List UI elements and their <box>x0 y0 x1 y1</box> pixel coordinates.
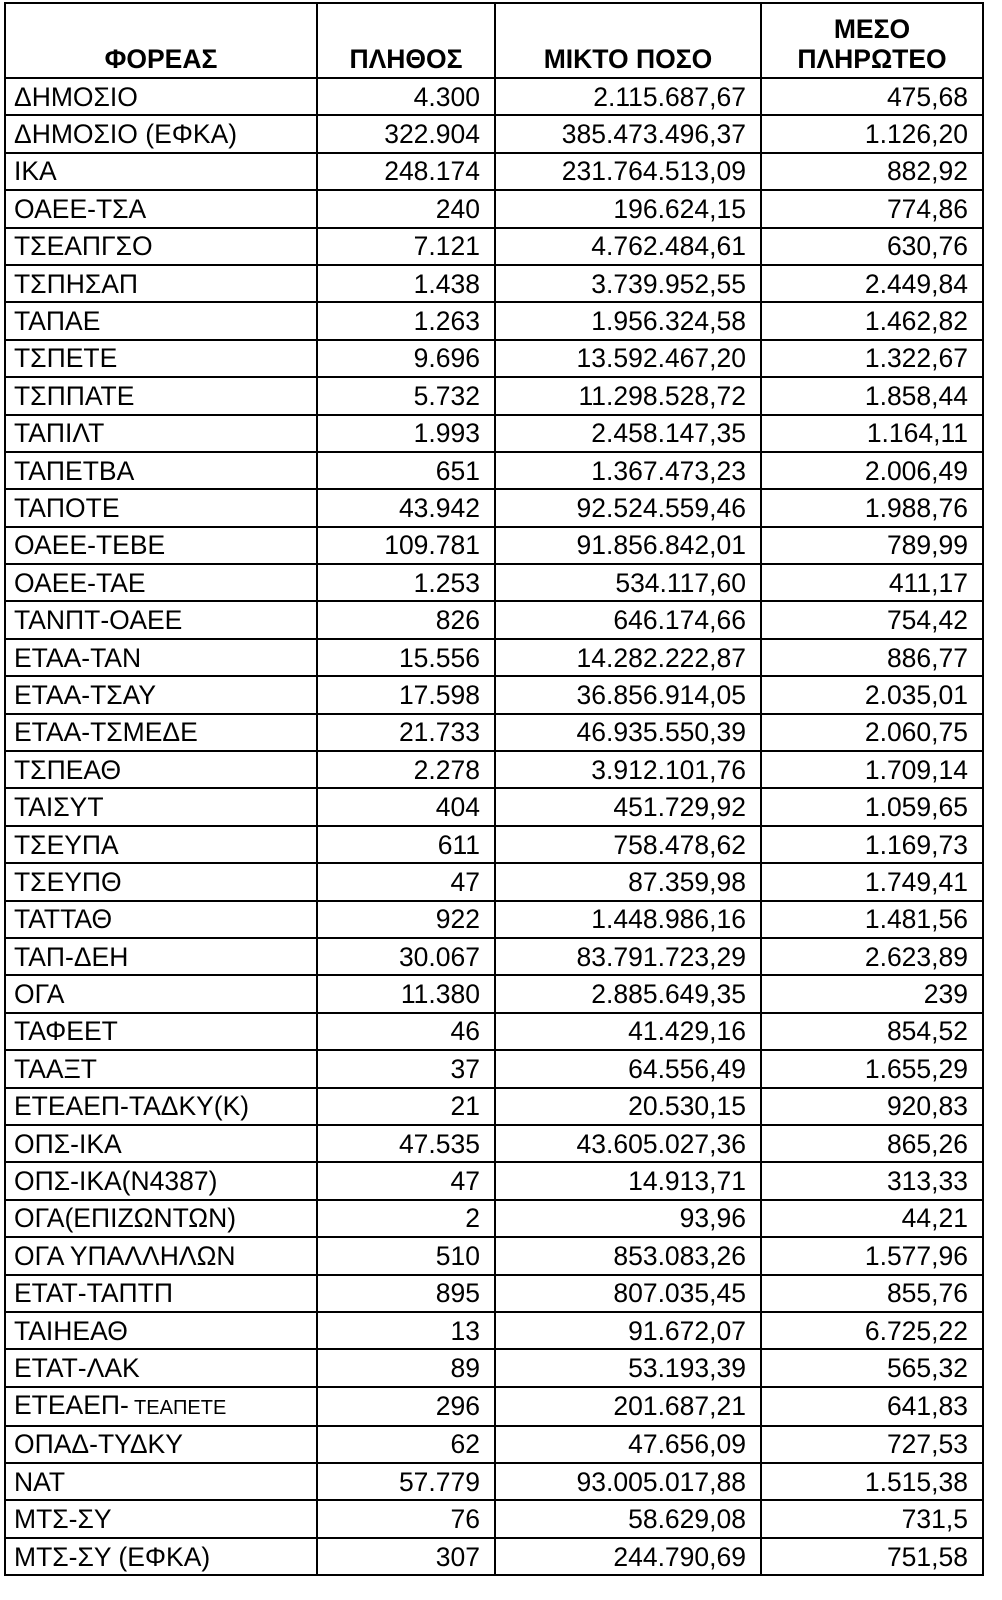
cell-meso-pliroteo: 313,33 <box>761 1162 983 1199</box>
cell-plithos: 17.598 <box>317 676 495 713</box>
cell-meso-pliroteo: 2.449,84 <box>761 265 983 302</box>
table-row <box>5 489 983 526</box>
cell-plithos: 322.904 <box>317 115 495 152</box>
cell-plithos: 9.696 <box>317 340 495 377</box>
cell-foreas-text: ΜΤΣ-ΣΥ (ΕΦΚΑ) <box>14 1541 211 1572</box>
cell-mikto-poso: 47.656,09 <box>495 1426 761 1463</box>
cell-foreas <box>5 639 317 676</box>
cell-plithos: 47 <box>317 1162 495 1199</box>
cell-foreas <box>5 1463 317 1500</box>
cell-foreas-text: ΔΗΜΟΣΙΟ <box>14 81 138 112</box>
cell-foreas <box>5 938 317 975</box>
cell-meso-pliroteo: 1.515,38 <box>761 1463 983 1500</box>
cell-mikto-poso: 807.035,45 <box>495 1275 761 1312</box>
table-row <box>5 1050 983 1087</box>
cell-foreas <box>5 190 317 227</box>
cell-mikto-poso: 13.592.467,20 <box>495 340 761 377</box>
cell-foreas-text: ΤΣΠΕΑΘ <box>14 754 122 785</box>
cell-foreas-text: ΕΤΕΑΕΠ- <box>14 1389 129 1420</box>
cell-plithos: 922 <box>317 901 495 938</box>
cell-meso-pliroteo: 855,76 <box>761 1275 983 1312</box>
cell-meso-pliroteo: 731,5 <box>761 1500 983 1537</box>
table-row <box>5 78 983 115</box>
table-row <box>5 527 983 564</box>
table-row <box>5 975 983 1012</box>
table-row <box>5 714 983 751</box>
table-row <box>5 228 983 265</box>
cell-plithos: 1.263 <box>317 302 495 339</box>
cell-meso-pliroteo: 1.577,96 <box>761 1237 983 1274</box>
cell-foreas <box>5 1349 317 1386</box>
cell-foreas-text: ΤΑΠΟΤΕ <box>14 492 120 523</box>
table-row <box>5 1500 983 1537</box>
table-row <box>5 676 983 713</box>
cell-plithos: 1.993 <box>317 415 495 452</box>
cell-foreas-text: ΟΑΕΕ-ΤΕΒΕ <box>14 530 166 561</box>
cell-plithos: 109.781 <box>317 527 495 564</box>
cell-mikto-poso: 2.115.687,67 <box>495 78 761 115</box>
cell-foreas-text: ΕΤΑΑ-ΤΣΑΥ <box>14 679 157 710</box>
cell-plithos: 248.174 <box>317 153 495 190</box>
cell-foreas-text: ΟΓΑ <box>14 979 65 1010</box>
cell-meso-pliroteo: 754,42 <box>761 601 983 638</box>
cell-plithos: 21.733 <box>317 714 495 751</box>
cell-mikto-poso: 646.174,66 <box>495 601 761 638</box>
cell-meso-pliroteo: 1.709,14 <box>761 751 983 788</box>
cell-foreas-text: ΤΣΕΑΠΓΣΟ <box>14 231 153 262</box>
cell-plithos: 307 <box>317 1538 495 1575</box>
cell-foreas <box>5 115 317 152</box>
cell-plithos: 46 <box>317 1013 495 1050</box>
cell-foreas-text: ΕΤΑΑ-ΤΑΝ <box>14 642 142 673</box>
cell-foreas-text: ΤΑΦΕΕΤ <box>14 1016 118 1047</box>
cell-foreas-text: ΟΠΣ-ΙΚΑ(Ν4387) <box>14 1166 218 1197</box>
cell-mikto-poso: 91.672,07 <box>495 1312 761 1349</box>
cell-plithos: 13 <box>317 1312 495 1349</box>
cell-foreas-text: ΟΠΑΔ-ΤΥΔΚΥ <box>14 1429 183 1460</box>
cell-plithos: 895 <box>317 1275 495 1312</box>
cell-plithos: 5.732 <box>317 377 495 414</box>
cell-foreas <box>5 863 317 900</box>
cell-mikto-poso: 14.282.222,87 <box>495 639 761 676</box>
table-row <box>5 1237 983 1274</box>
cell-foreas <box>5 1500 317 1537</box>
table-row <box>5 452 983 489</box>
cell-meso-pliroteo: 6.725,22 <box>761 1312 983 1349</box>
cell-foreas-text: ΤΣΠΠΑΤΕ <box>14 380 135 411</box>
cell-foreas <box>5 1275 317 1312</box>
cell-meso-pliroteo: 789,99 <box>761 527 983 564</box>
cell-plithos: 62 <box>317 1426 495 1463</box>
cell-mikto-poso: 36.856.914,05 <box>495 676 761 713</box>
table-row <box>5 788 983 825</box>
cell-foreas <box>5 1387 317 1426</box>
cell-foreas <box>5 788 317 825</box>
cell-mikto-poso: 196.624,15 <box>495 190 761 227</box>
cell-plithos: 296 <box>317 1387 495 1426</box>
cell-plithos: 1.253 <box>317 564 495 601</box>
cell-meso-pliroteo: 2.623,89 <box>761 938 983 975</box>
cell-foreas <box>5 452 317 489</box>
cell-meso-pliroteo: 411,17 <box>761 564 983 601</box>
cell-mikto-poso: 385.473.496,37 <box>495 115 761 152</box>
table-row <box>5 863 983 900</box>
cell-foreas <box>5 826 317 863</box>
cell-mikto-poso: 3.912.101,76 <box>495 751 761 788</box>
cell-plithos: 404 <box>317 788 495 825</box>
table-row <box>5 415 983 452</box>
cell-foreas-text: ΤΣΠΕΤΕ <box>14 343 118 374</box>
header-mikto-poso: ΜΙΚΤΟ ΠΟΣΟ <box>495 3 761 78</box>
cell-plithos: 826 <box>317 601 495 638</box>
table-row <box>5 1387 983 1426</box>
cell-meso-pliroteo: 774,86 <box>761 190 983 227</box>
cell-foreas-text: ΤΑΝΠΤ-ΟΑΕΕ <box>14 605 183 636</box>
cell-plithos: 15.556 <box>317 639 495 676</box>
cell-meso-pliroteo: 1.059,65 <box>761 788 983 825</box>
cell-foreas-subtext: ΤΕΑΠΕΤΕ <box>128 1396 227 1419</box>
cell-foreas-text: ΝΑΤ <box>14 1466 66 1497</box>
cell-foreas-text: ΕΤΑΤ-ΤΑΠΤΠ <box>14 1278 173 1309</box>
table-row <box>5 564 983 601</box>
cell-foreas-text: ΤΑΙΗΕΑΘ <box>14 1315 128 1346</box>
cell-meso-pliroteo: 1.462,82 <box>761 302 983 339</box>
cell-mikto-poso: 11.298.528,72 <box>495 377 761 414</box>
cell-plithos: 4.300 <box>317 78 495 115</box>
table-row <box>5 265 983 302</box>
header-foreas: ΦΟΡΕΑΣ <box>5 3 317 78</box>
cell-foreas <box>5 751 317 788</box>
cell-foreas <box>5 1426 317 1463</box>
cell-meso-pliroteo: 1.858,44 <box>761 377 983 414</box>
cell-plithos: 2.278 <box>317 751 495 788</box>
cell-foreas <box>5 1538 317 1575</box>
cell-foreas-text: ΤΑΤΤΑΘ <box>14 904 113 935</box>
cell-meso-pliroteo: 865,26 <box>761 1125 983 1162</box>
cell-foreas-text: ΟΓΑ(ΕΠΙΖΩΝΤΩΝ) <box>14 1203 237 1234</box>
cell-mikto-poso: 244.790,69 <box>495 1538 761 1575</box>
header-meso-pliroteo: ΜΕΣΟ ΠΛΗΡΩΤΕΟ <box>761 3 983 78</box>
cell-plithos: 37 <box>317 1050 495 1087</box>
cell-plithos: 43.942 <box>317 489 495 526</box>
cell-foreas-text: ΤΣΕΥΠΑ <box>14 829 119 860</box>
header-plithos: ΠΛΗΘΟΣ <box>317 3 495 78</box>
cell-foreas <box>5 527 317 564</box>
cell-foreas-text: ΕΤΑΑ-ΤΣΜΕΔΕ <box>14 717 198 748</box>
cell-meso-pliroteo: 1.126,20 <box>761 115 983 152</box>
cell-meso-pliroteo: 44,21 <box>761 1200 983 1237</box>
table-row <box>5 901 983 938</box>
cell-foreas-text: ΙΚΑ <box>14 156 57 187</box>
cell-foreas <box>5 1013 317 1050</box>
cell-foreas <box>5 415 317 452</box>
cell-mikto-poso: 43.605.027,36 <box>495 1125 761 1162</box>
cell-mikto-poso: 46.935.550,39 <box>495 714 761 751</box>
table-row <box>5 1088 983 1125</box>
cell-plithos: 21 <box>317 1088 495 1125</box>
cell-meso-pliroteo: 641,83 <box>761 1387 983 1426</box>
cell-plithos: 47.535 <box>317 1125 495 1162</box>
cell-foreas <box>5 975 317 1012</box>
cell-plithos: 240 <box>317 190 495 227</box>
cell-mikto-poso: 53.193,39 <box>495 1349 761 1386</box>
cell-mikto-poso: 2.458.147,35 <box>495 415 761 452</box>
table-row <box>5 153 983 190</box>
cell-foreas <box>5 1125 317 1162</box>
cell-mikto-poso: 4.762.484,61 <box>495 228 761 265</box>
cell-plithos: 510 <box>317 1237 495 1274</box>
cell-foreas <box>5 564 317 601</box>
cell-plithos: 2 <box>317 1200 495 1237</box>
cell-meso-pliroteo: 886,77 <box>761 639 983 676</box>
cell-mikto-poso: 201.687,21 <box>495 1387 761 1426</box>
cell-plithos: 611 <box>317 826 495 863</box>
table-body <box>5 3 983 1575</box>
table-row <box>5 302 983 339</box>
cell-meso-pliroteo: 1.169,73 <box>761 826 983 863</box>
cell-meso-pliroteo: 882,92 <box>761 153 983 190</box>
cell-foreas-text: ΟΑΕΕ-ΤΑΕ <box>14 567 146 598</box>
cell-foreas-text: ΟΑΕΕ-ΤΣΑ <box>14 193 147 224</box>
cell-mikto-poso: 853.083,26 <box>495 1237 761 1274</box>
cell-meso-pliroteo: 1.749,41 <box>761 863 983 900</box>
cell-mikto-poso: 93,96 <box>495 1200 761 1237</box>
cell-foreas <box>5 1237 317 1274</box>
cell-plithos: 651 <box>317 452 495 489</box>
cell-foreas <box>5 1088 317 1125</box>
cell-foreas <box>5 78 317 115</box>
cell-foreas-text: ΟΓΑ ΥΠΑΛΛΗΛΩΝ <box>14 1240 236 1271</box>
cell-foreas-text: ΤΣΕΥΠΘ <box>14 866 122 897</box>
table-row <box>5 751 983 788</box>
cell-foreas <box>5 1312 317 1349</box>
cell-mikto-poso: 14.913,71 <box>495 1162 761 1199</box>
cell-mikto-poso: 83.791.723,29 <box>495 938 761 975</box>
cell-foreas-text: ΕΤΕΑΕΠ-ΤΑΔΚΥ(Κ) <box>14 1091 250 1122</box>
cell-foreas-text: ΤΑΙΣΥΤ <box>14 792 104 823</box>
cell-mikto-poso: 91.856.842,01 <box>495 527 761 564</box>
cell-meso-pliroteo: 1.481,56 <box>761 901 983 938</box>
cell-foreas <box>5 1050 317 1087</box>
cell-meso-pliroteo: 630,76 <box>761 228 983 265</box>
cell-plithos: 30.067 <box>317 938 495 975</box>
cell-plithos: 76 <box>317 1500 495 1537</box>
cell-foreas <box>5 489 317 526</box>
table-row <box>5 190 983 227</box>
table-row <box>5 377 983 414</box>
table-row <box>5 1275 983 1312</box>
cell-foreas <box>5 714 317 751</box>
cell-mikto-poso: 534.117,60 <box>495 564 761 601</box>
cell-meso-pliroteo: 751,58 <box>761 1538 983 1575</box>
table-row <box>5 1538 983 1575</box>
cell-foreas-text: ΤΑΠΕΤΒΑ <box>14 455 135 486</box>
cell-plithos: 57.779 <box>317 1463 495 1500</box>
cell-foreas-text: ΟΠΣ-ΙΚΑ <box>14 1128 122 1159</box>
table-row <box>5 938 983 975</box>
cell-meso-pliroteo: 2.035,01 <box>761 676 983 713</box>
cell-meso-pliroteo: 475,68 <box>761 78 983 115</box>
table-row <box>5 826 983 863</box>
cell-foreas-text: ΤΑΠΑΕ <box>14 306 101 337</box>
cell-plithos: 11.380 <box>317 975 495 1012</box>
cell-foreas <box>5 1200 317 1237</box>
cell-foreas <box>5 676 317 713</box>
cell-foreas <box>5 228 317 265</box>
table-row <box>5 1200 983 1237</box>
cell-foreas <box>5 153 317 190</box>
cell-plithos: 1.438 <box>317 265 495 302</box>
table-row <box>5 115 983 152</box>
cell-mikto-poso: 20.530,15 <box>495 1088 761 1125</box>
cell-meso-pliroteo: 2.006,49 <box>761 452 983 489</box>
cell-meso-pliroteo: 1.322,67 <box>761 340 983 377</box>
table-row <box>5 1426 983 1463</box>
cell-foreas-text: ΤΑΠΙΛΤ <box>14 418 105 449</box>
cell-foreas <box>5 377 317 414</box>
table-row <box>5 1463 983 1500</box>
cell-mikto-poso: 451.729,92 <box>495 788 761 825</box>
table-row <box>5 1013 983 1050</box>
cell-mikto-poso: 92.524.559,46 <box>495 489 761 526</box>
table-row <box>5 1162 983 1199</box>
cell-meso-pliroteo: 565,32 <box>761 1349 983 1386</box>
cell-foreas-text: ΤΑΑΞΤ <box>14 1053 97 1084</box>
cell-foreas-text: ΤΑΠ-ΔΕΗ <box>14 941 129 972</box>
header-row <box>5 3 983 78</box>
cell-meso-pliroteo: 2.060,75 <box>761 714 983 751</box>
cell-foreas <box>5 340 317 377</box>
table-row <box>5 1312 983 1349</box>
cell-foreas-text: ΤΣΠΗΣΑΠ <box>14 268 139 299</box>
cell-foreas-text: ΕΤΑΤ-ΛΑΚ <box>14 1352 140 1383</box>
cell-plithos: 7.121 <box>317 228 495 265</box>
pension-table <box>4 2 984 1576</box>
cell-foreas <box>5 302 317 339</box>
cell-mikto-poso: 93.005.017,88 <box>495 1463 761 1500</box>
table-row <box>5 601 983 638</box>
cell-foreas-text: ΔΗΜΟΣΙΟ (ΕΦΚΑ) <box>14 119 238 150</box>
cell-foreas-text: ΜΤΣ-ΣΥ <box>14 1504 112 1535</box>
cell-foreas <box>5 901 317 938</box>
cell-mikto-poso: 41.429,16 <box>495 1013 761 1050</box>
cell-foreas <box>5 601 317 638</box>
cell-foreas <box>5 1162 317 1199</box>
table-row <box>5 1349 983 1386</box>
cell-plithos: 47 <box>317 863 495 900</box>
cell-meso-pliroteo: 239 <box>761 975 983 1012</box>
cell-meso-pliroteo: 1.655,29 <box>761 1050 983 1087</box>
cell-mikto-poso: 758.478,62 <box>495 826 761 863</box>
cell-foreas <box>5 265 317 302</box>
cell-mikto-poso: 3.739.952,55 <box>495 265 761 302</box>
cell-mikto-poso: 87.359,98 <box>495 863 761 900</box>
cell-mikto-poso: 58.629,08 <box>495 1500 761 1537</box>
cell-meso-pliroteo: 854,52 <box>761 1013 983 1050</box>
table-row <box>5 340 983 377</box>
cell-mikto-poso: 64.556,49 <box>495 1050 761 1087</box>
cell-meso-pliroteo: 920,83 <box>761 1088 983 1125</box>
cell-meso-pliroteo: 1.988,76 <box>761 489 983 526</box>
cell-plithos: 89 <box>317 1349 495 1386</box>
cell-mikto-poso: 1.448.986,16 <box>495 901 761 938</box>
table-row <box>5 639 983 676</box>
cell-mikto-poso: 1.956.324,58 <box>495 302 761 339</box>
cell-meso-pliroteo: 727,53 <box>761 1426 983 1463</box>
cell-mikto-poso: 1.367.473,23 <box>495 452 761 489</box>
cell-mikto-poso: 231.764.513,09 <box>495 153 761 190</box>
cell-mikto-poso: 2.885.649,35 <box>495 975 761 1012</box>
cell-meso-pliroteo: 1.164,11 <box>761 415 983 452</box>
table-row <box>5 1125 983 1162</box>
